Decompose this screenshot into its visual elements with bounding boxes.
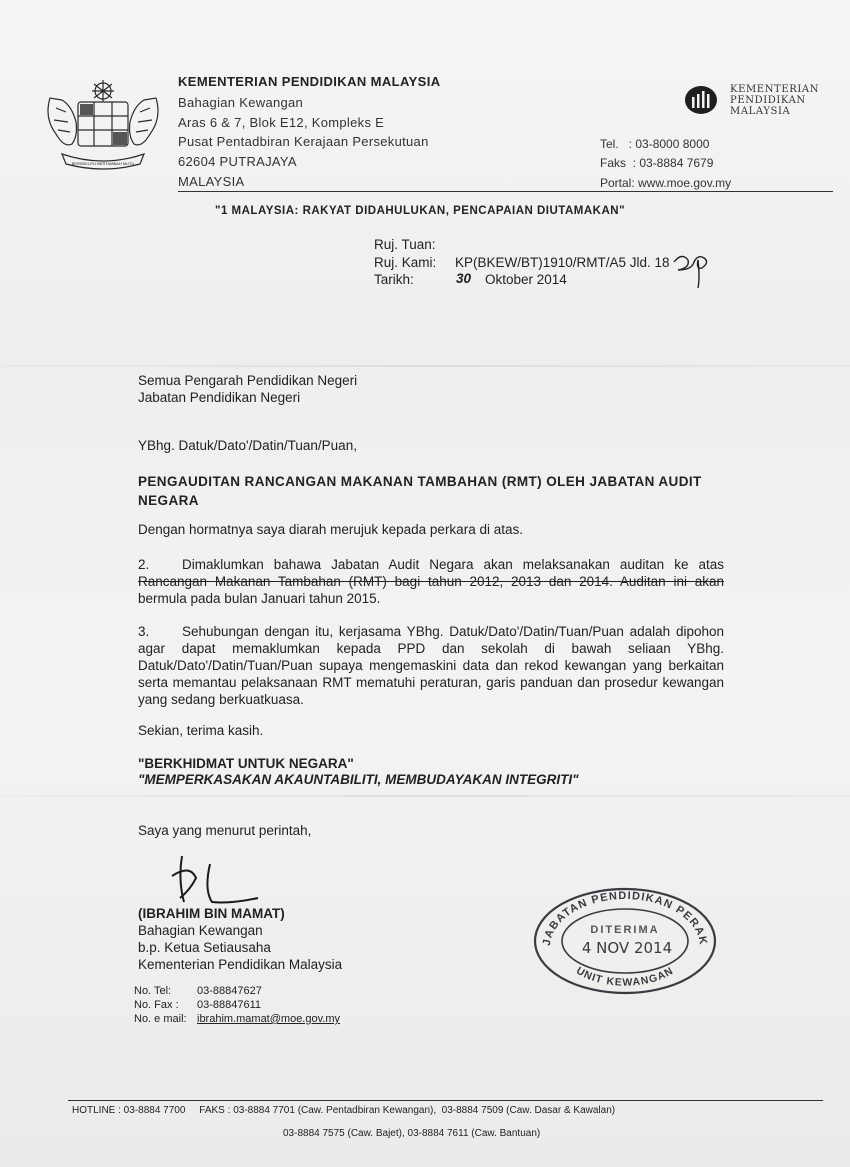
date-label: Tarikh: [374, 272, 414, 287]
received-stamp [530, 885, 720, 997]
handwritten-ref-suffix [668, 248, 718, 290]
slogan-1: "BERKHIDMAT UNTUK NEGARA" [138, 756, 354, 771]
svg-text:UNIT KEWANGAN [574, 965, 676, 989]
address-line: Pusat Pentadbiran Kerajaan Persekutuan [178, 134, 429, 149]
ref-tuan-label: Ruj. Tuan: [374, 237, 436, 252]
closing-line: Sekian, terima kasih. [138, 723, 264, 738]
stamp-received: DITERIMA [590, 924, 660, 936]
signatory-line: Kementerian Pendidikan Malaysia [138, 957, 343, 972]
signature [160, 850, 270, 912]
paragraph-number: 2. [138, 557, 150, 572]
footer-hotline: HOTLINE : 03-8884 7700 FAKS : 03-8884 7701 (Caw. Pentadbiran Kewangan), 03-8884 7509 (Caw. Dasar & Kawalan) [72, 1105, 616, 1116]
paragraph-2 [138, 556, 724, 607]
crest-motto: BERSEKUTU BERTAMBAH MUTU [71, 161, 135, 166]
signatory-fax-label: No. Fax : [134, 999, 179, 1011]
salutation: YBhg. Datuk/Dato'/Datin/Tuan/Puan, [138, 438, 357, 453]
logo-text: MALAYSIA [730, 106, 791, 117]
date-day-handwritten: 30 [456, 271, 472, 286]
recipient-line: Jabatan Pendidikan Negeri [138, 390, 301, 405]
address-line: MALAYSIA [178, 174, 245, 189]
svg-text:JABATAN PENDIDIKAN PERAK [541, 890, 709, 947]
paper-fold [0, 795, 850, 797]
logo-text: KEMENTERIAN [730, 84, 820, 95]
header-portal: Portal: www.moe.gov.my [600, 176, 732, 190]
slogan-2: "MEMPERKASAKAN AKAUNTABILITI, MEMBUDAYAKAN INTEGRITI" [138, 772, 579, 787]
signatory-tel-label: No. Tel: [134, 985, 172, 997]
header-divider [178, 191, 833, 192]
signatory-email-link[interactable]: ibrahim.mamat@moe.gov.my [197, 1013, 340, 1025]
stamp-arc-top: JABATAN PENDIDIKAN PERAK [540, 889, 710, 947]
address-line: Bahagian Kewangan [178, 95, 304, 110]
paper-fold [0, 365, 850, 367]
stamp-arc-bottom: UNIT KEWANGAN [574, 964, 676, 989]
paragraph-1: Dengan hormatnya saya diarah merujuk kepada perkara di atas. [138, 522, 523, 537]
footer-divider [68, 1100, 823, 1101]
signatory-name: (IBRAHIM BIN MAMAT) [138, 906, 285, 921]
signatory-line: Bahagian Kewangan [138, 923, 263, 938]
paragraph-2-struck-text: Rancangan Makanan Tambahan (RMT) bagi tahun 2012, 2013 dan 2014. Auditan ini akan [138, 574, 724, 589]
logo-text: PENDIDIKAN [730, 95, 806, 106]
address-line: Aras 6 & 7, Blok E12, Kompleks E [178, 115, 385, 130]
ref-kami-value: KP(BKEW/BT)1910/RMT/A5 Jld. 18 [455, 255, 670, 270]
address-line: 62604 PUTRAJAYA [178, 154, 297, 169]
signatory-tel: 03-88847627 [197, 985, 262, 997]
date-month-year: Oktober 2014 [485, 272, 567, 287]
paragraph-number: 3. [138, 624, 150, 639]
coat-of-arms-icon [42, 78, 164, 174]
paragraph-3 [138, 623, 724, 708]
header-fax: Faks : 03-8884 7679 [600, 156, 714, 170]
footer-extra-numbers: 03-8884 7575 (Caw. Bajet), 03-8884 7611 (Caw. Bantuan) [283, 1128, 541, 1139]
moe-logo-icon [684, 85, 718, 115]
letter-subject: PENGAUDITAN RANCANGAN MAKANAN TAMBAHAN (RMT) OLEH JABATAN AUDIT NEGARA [138, 474, 702, 508]
ref-kami-label: Ruj. Kami: [374, 255, 437, 270]
paragraph-2-text-end: bermula pada bulan Januari tahun 2015. [138, 591, 381, 606]
signatory-fax: 03-88847611 [197, 999, 262, 1011]
paragraph-3-text: Sehubungan dengan itu, kerjasama YBhg. Datuk/Dato'/Datin/Tuan/Puan adalah dipohon agar dapat memaklumkan kepada PPD dan sekolah di bawah seliaan YBhg. Datuk/Dato'/Datin/Tuan/Puan supaya mengemaskini data dan rekod kewangan yang berkaitan serta memantau pelaksanaan RMT mematuhi peraturan, garis panduan dan prosedur kewangan yang sedang berkuatkuasa. [138, 624, 724, 707]
recipient-line: Semua Pengarah Pendidikan Negeri [138, 373, 358, 388]
header-tel: Tel. : 03-8000 8000 [600, 137, 710, 151]
signatory-line: b.p. Ketua Setiausaha [138, 940, 271, 955]
signatory-email-label: No. e mail: [134, 1013, 187, 1025]
ministry-name: KEMENTERIAN PENDIDIKAN MALAYSIA [178, 74, 441, 89]
signoff-line: Saya yang menurut perintah, [138, 823, 312, 838]
paragraph-2-text: Dimaklumkan bahawa Jabatan Audit Negara akan melaksanakan auditan ke atas [182, 557, 724, 572]
government-motto: "1 MALAYSIA: RAKYAT DIDAHULUKAN, PENCAPAIAN DIUTAMAKAN" [215, 205, 626, 217]
stamp-date: 4 NOV 2014 [581, 939, 673, 957]
